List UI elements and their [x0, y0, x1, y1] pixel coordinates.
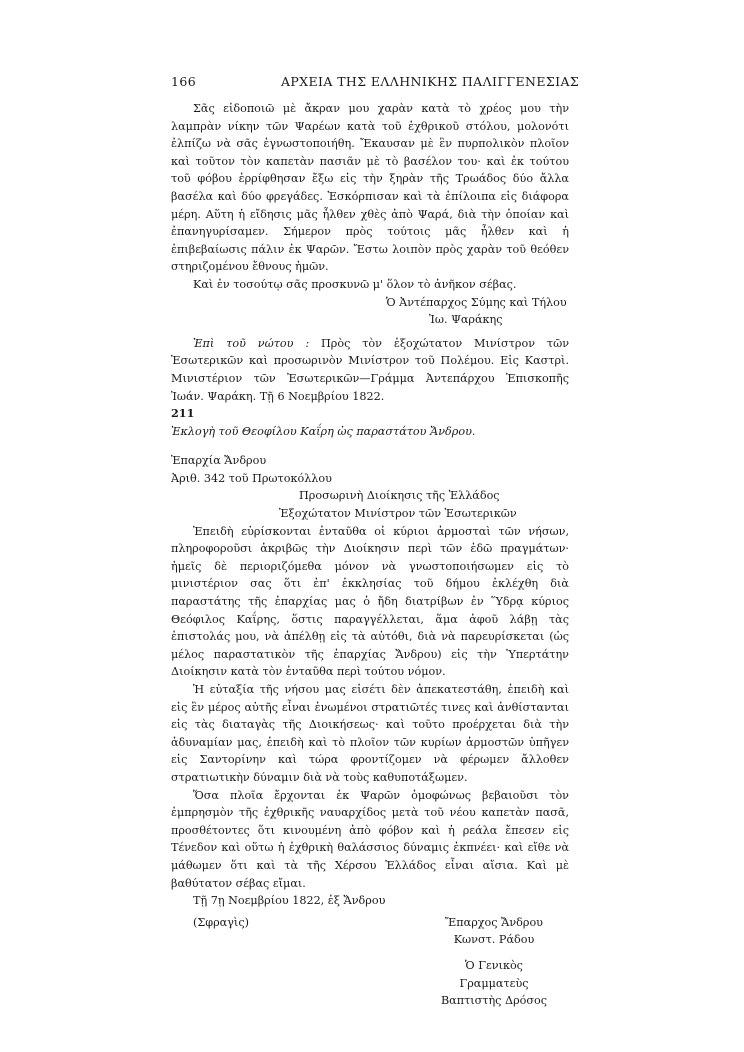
addressee-line2: Ἐξοχώτατον Μινίστρον τῶν Ἐσωτερικῶν [279, 507, 517, 521]
document-number: 211 [171, 406, 195, 421]
page-header [171, 74, 591, 92]
letter2-paragraph1: Ἐπειδὴ εὑρίσκονται ἐνταῦθα οἱ κύριοι ἁρμοσταὶ τῶν νήσων, πληροφοροῦσι ἀκριβῶς τὴν Διοίκησιν περὶ τῶν ἐδῶ πραγμάτων· ἡμεῖς δὲ περιοριζόμεθα μόνον νὰ γνωστοποιήσωμεν εἰς τὸ μινιστέριον σας ὅτι ἐπ' ἐκκλησίας τοῦ δήμου ἐκλέχθη διὰ παραστάτης τῆς ἐπαρχίας μας ὁ ἤδη διατρίβων ἐν Ὕδρᾳ κύριος Θεόφιλος Καΐρης, ὅστις παραγγέλλεται, ἅμα ἀφοῦ λάβῃ τὰς ἐπιστολάς μου, νὰ ἀπέλθῃ εἰς τὰ αὐτόθι, διὰ νὰ παρευρίσκεται (ὡς μέλος παραστατικὸν τῆς ἐπαρχίας Ἄνδρου) εἰς τὴν Ὑπερτάτην Διοίκησιν κατὰ τὸν ἐνταῦθα περὶ τούτου νόμον. [171, 524, 569, 679]
signer1-title: Ἔπαρχος Ἄνδρου [445, 915, 543, 929]
signature-block [171, 914, 569, 949]
sender-line1: Ἐπαρχία Ἄνδρου [171, 454, 267, 468]
letter1-paragraph1: Σᾶς εἰδοποιῶ μὲ ἄκραν μου χαρὰν κατὰ τὸ χρέος μου τὴν λαμπρὰν νίκην τῶν Ψαρέων κατὰ τοῦ ἐχθρικοῦ στόλου, μολονότι ἐλπίζω νὰ σᾶς ἐγνωστοποιήθη. Ἔκαυσαν μὲ ἓν πυρπολικὸν πλοῖον καὶ τοῦτον τὸν καπετὰν πασιᾶν μὲ τὸ βασέλον του· καὶ ἐκ τούτου τοῦ φόβου ἐρρίφθησαν ἔξω εἰς τὴν ξηρὰν τῆς Τρωάδος δύο ἄλλα βασέλα καὶ δύο φρεγάδες. Ἐσκόρπισαν καὶ τὰ ἐπίλοιπα εἰς διάφορα μέρη. Αὕτη ἡ εἴδησις μᾶς ἦλθεν χθὲς ἀπὸ Ψαρά, διὰ τὴν ὁποίαν καὶ ἐπανηγυρίσαμεν. Σήμερον πρὸς τούτοις μᾶς ἦλθεν καὶ ἡ ἐπιβεβαίωσις πάλιν ἐκ Ψαρῶν. Ἔστω λοιπὸν πρὸς χαρὰν τοῦ θεόθεν στηριζομένου ἔθνους ἡμῶν. [171, 102, 569, 274]
document-heading: Ἐκλογὴ τοῦ Θεοφίλου Καΐρη ὡς παραστάτου Ἄνδρου. [171, 424, 476, 438]
note-text: Πρὸς τὸν ἐξοχώτατον Μινίστρον τῶν Ἐσωτερικῶν καὶ προσωρινὸν Μινίστρον τοῦ Πολέμου. Εἰς Καστρὶ. Μινιστέριον τῶν Ἐσωτερικῶν—Γράμμα Ἀντεπάρχου Ἐπισκοπῆς Ἰωάν. Ψαράκη. Τῇ 6 Νοεμβρίου 1822. [171, 336, 569, 403]
letter2-paragraph3: Ὅσα πλοῖα ἔρχονται ἐκ Ψαρῶν ὁμοφώνως βεβαιοῦσι τὸν ἐμπρησμὸν τῆς ἐχθρικῆς ναυαρχίδος μετὰ τοῦ νέου καπετὰν πασᾶ, προσθέτοντες ὅτι κινουμένη ἀπὸ φόβον καὶ ἡ ρεάλα ἔπεσεν εἰς Τένεδον καὶ οὕτω ἡ ἐχθρικὴ θαλάσσιος δύναμις ἐκπνέει· καὶ εἴθε νὰ μάθωμεν ὅτι καὶ τὰ τῆς Χέρσου Ἑλλάδος εἶναι αἴσια. Καὶ μὲ βαθύτατον σέβας εἴμαι. [171, 788, 569, 890]
letter1-signature-title: Ὁ Ἀντέπαρχος Σύμης καὶ Τήλου [386, 295, 567, 309]
letter1-signature-name: Ἰω. Ψαράκης [429, 313, 503, 327]
addressee-line1: Προσωρινὴ Διοίκησις τῆς Ἑλλάδος [299, 489, 500, 503]
note-label: Ἐπὶ τοῦ νώτου : [193, 336, 310, 350]
sender-line2: Ἀριθ. 342 τοῦ Πρωτοκόλλου [171, 471, 332, 485]
letter1-note [171, 335, 569, 405]
letter2-paragraph2: Ἡ εὐταξία τῆς νήσου μας εἰσέτι δὲν ἀπεκατεστάθη, ἐπειδὴ καὶ εἰς ἓν μέρος αὐτῆς εἶναι ἑνωμένοι στρατιῶτές τινες καὶ ἀνθίστανται εἰς τὰς διαταγὰς τῆς Διοικήσεως· καὶ τοῦτο προέρχεται διὰ τὴν ἀδυναμίαν μας, ἐπειδὴ καὶ τὸ πλοῖον τῶν κυρίων ἁρμοστῶν ὑπῆγεν εἰς Σαντορίνην καὶ τώρα φροντίζομεν νὰ φέρωμεν ἄλλοθεν στρατιωτικὴν δύναμιν διὰ νὰ τοὺς καθυποτάξωμεν. [171, 683, 569, 784]
signer2 [171, 957, 559, 1010]
signer1-name: Κωνστ. Ράδου [453, 933, 535, 947]
letter1-paragraph2: Καὶ ἐν τοσούτῳ σᾶς προσκυνῶ μ' ὅλον τὸ ἀνῆκον σέβας. [193, 277, 517, 291]
signer2-title: Ὁ Γενικὸς Γραμματεὺς [459, 958, 529, 990]
signer1 [419, 914, 569, 949]
date-line: Τῇ 7ῃ Νοεμβρίου 1822, ἐξ Ἄνδρου [193, 894, 386, 908]
page-body [171, 100, 569, 1010]
seal-note: (Σφραγὶς) [193, 915, 249, 929]
page-number: 166 [171, 74, 197, 89]
running-title: ΑΡΧΕΙΑ ΤΗΣ ΕΛΛΗΝΙΚΗΣ ΠΑΛΙΓΓΕΝΕΣΙΑΣ [281, 74, 580, 89]
signer2-name: Βαπτιστὴς Δρόσος [440, 994, 548, 1008]
